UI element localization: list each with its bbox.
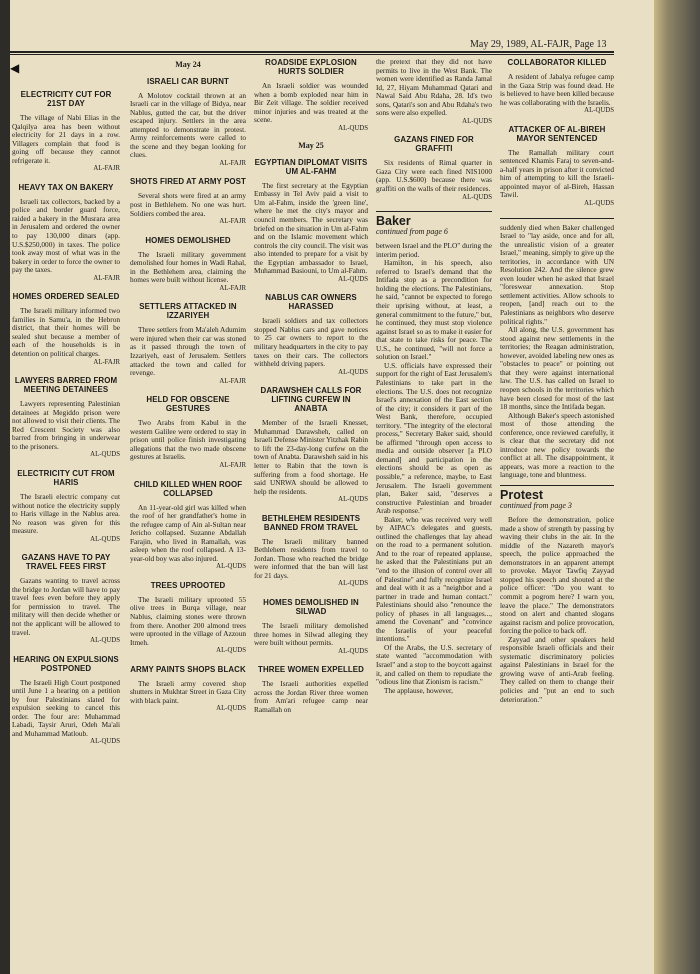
protest-paragraph: Zayyad and other speakers held responsible Israeli officials and their systematic discriminatory policies against Palestinians in Israel for the growing wave of anti-Arab feeling. They called on them to change their policies and "put an end to such deterioration." xyxy=(500,634,614,704)
headline-shots-fired: SHOTS FIRED AT ARMY POST xyxy=(130,177,246,187)
article-body: Israeli tax collectors, backed by a police and border guard force, raided a bakery in the Musrara area in Jerusalem and ordered the owner to pay 130,000 dinars (app. U.S.$250,000) in taxes. The police took away most of what was in the bakery in order to force the owner to pay the taxes. xyxy=(12,196,120,275)
protest-continued-note: continued from page 3 xyxy=(500,500,572,510)
headline-travel-fees: GAZANS HAVE TO PAY TRAVEL FEES FIRST xyxy=(21,553,111,572)
article-body: A Molotov cocktail thrown at an Israeli car in the village of Bidya, near Nablus, gutted the car, but the driver escaped injury. Settlers in the area attempted to demonstrate in protest. Army reinforcements were called to the scene and they began looking for clues. xyxy=(130,90,246,160)
headline-bakery-tax: HEAVY TAX ON BAKERY xyxy=(18,182,114,192)
source-credit: AL-FAJR xyxy=(93,165,120,173)
baker-paragraph: U.S. officials have expressed their support for the right of East Jerusalem's Palestinians to take part in the elections. The U.S. does not recognize Israel's annexation of the East section of the city; it considers it part of the West Bank, therefore, occupied territory. "The integrity of the electoral process," Secretary Baker said, should be affirmed "through open access to media and outside observer [a PLO demand] and participation in the elections should be as open as possible," a reference, maybe, to East Jerusalem. The Israeli government plan, Baker said, "deserves a constructive Palestinian and broader Arab response." xyxy=(376,360,492,516)
protest-paragraph: Before the demonstration, police made a show of strength by passing by waving their clubs in the air. In the middle of the Nazareth mayor's speech, the police approached the demonstrators in an apparent attempt to provoke. Mayor Tawfiq Zayyad stopped his speech and shouted at the police officer: "Do you want to commit a pogrom here? I warn you, leave the place." The demonstrators stood on alert and chanted slogans against racism and police provocation, forcing the police to back off. xyxy=(500,515,614,636)
baker-paragraph: Although Baker's speech astonished most of those attending the conference, once reviewed carefully, it is clear that the secretary did not introduce new policy towards the conflict at all. The disappointment, it appears, was more a reaction to the language, tone and bluntness. xyxy=(500,410,614,480)
baker-paragraph: suddenly died when Baker challenged Israel to "lay aside, once and for all, the unrealistic vision of a greater Israel," meaning, simply to give up the territories, in accordance with UN Resolution 242. And the silence grew even louder when he asked that Israel "foreswear annexation. Stop settlement activities. Allow schools to reopen, [and] reach out to the Palestinians as neighbors who deserve political rights." xyxy=(500,222,614,326)
article-body: Gazans wanting to travel across the bridge to Jordan will have to pay travel fees even before they apply for permission to travel. The military will then decide whether or not the applicant will be allowed to travel. xyxy=(12,576,120,637)
headline-roadside-explosion: ROADSIDE EXPLOSION HURTS SOLDIER xyxy=(265,58,357,76)
source-credit: AL-FAJR xyxy=(93,274,120,282)
source-credit: AL-FAJR xyxy=(219,377,246,385)
page-dateline: May 29, 1989, AL-FAJR, Page 13 xyxy=(470,39,607,50)
source-credit: AL-QUDS xyxy=(584,200,614,208)
column-1 xyxy=(12,58,120,756)
source-credit: AL-QUDS xyxy=(90,637,120,645)
headline-nablus-cars: NABLUS CAR OWNERS HARASSED xyxy=(265,293,357,312)
article-body: An Israeli soldier was wounded when a bomb exploded near him in Bir Zeit village. The soldier received minor injuries and was treated at the scene. xyxy=(254,81,368,125)
article-body: The Israeli High Court postponed until June 1 a hearing on a petition by four Palestinians slated for expulsion seeking to cancel this order. The four are: Muhammad Labadi, Taysir Aruri, Odeh Ma'ali and Muhammad Matloub. xyxy=(12,677,120,738)
article-body: The village of Nabi Elias in the Qalqilya area has been without electricity for 21 days in a row. Villagers complain that food is going off because they cannot refrigerate it. xyxy=(12,113,120,165)
article-body: A resident of Jabalya refugee camp in the Gaza Strip was found dead. He is believed to have been killed because he was collaborating with the Israelis. xyxy=(500,72,614,107)
source-credit: AL-QUDS xyxy=(462,193,492,201)
source-credit: AL-QUDS xyxy=(216,563,246,571)
source-credit: AL-QUDS xyxy=(90,535,120,543)
protest-section-title: Protest xyxy=(500,487,544,502)
headline-obscene-gestures: HELD FOR OBSCENE GESTURES xyxy=(146,395,230,414)
baker-paragraph: Of the Arabs, the U.S. secretary of state wanted "accommodation with Israel" and a stop to the boycott against it, and called on them to repudiate the "odious line that Zionism is racism." xyxy=(376,642,492,687)
book-edge xyxy=(654,0,700,974)
headline-shops-black: ARMY PAINTS SHOPS BLACK xyxy=(130,664,246,674)
headline-collaborator-killed: COLLABORATOR KILLED xyxy=(507,58,607,67)
headline-silwad-homes: HOMES DEMOLISHED IN SILWAD xyxy=(263,597,359,616)
headline-graffiti-fines: GAZANS FINED FOR GRAFFITI xyxy=(394,135,474,154)
headline-trees-uprooted: TREES UPROOTED xyxy=(150,580,226,590)
source-credit: AL-QUDS xyxy=(90,738,120,746)
headline-darawsheh-curfew: DARAWSHEH CALLS FOR LIFTING CURFEW IN ANABTA xyxy=(260,386,362,414)
article-body: The Ramallah military court sentenced Khamis Faraj to seven-and-a-half years in prison after it convicted him of attempting to kill the Israeli-appointed mayor of al-Bireh, Hassan Tawil. xyxy=(500,147,614,200)
binding-spine xyxy=(0,0,10,974)
date-heading: May 25 xyxy=(298,141,324,151)
arrow-left-icon: ◀ xyxy=(10,61,20,75)
headline-haris-electricity: ELECTRICITY CUT FROM HARIS xyxy=(17,468,115,487)
headline-car-burnt: ISRAELI CAR BURNT xyxy=(147,76,229,86)
article-body: The Israeli military government demolished four homes in Wadi Rahal, in the Bethlehem area, claiming the homes were built without license. xyxy=(130,249,246,285)
section-divider xyxy=(376,211,492,212)
headline-child-killed: CHILD KILLED WHEN ROOF COLLAPSED xyxy=(133,479,243,498)
headline-settlers-attacked: SETTLERS ATTACKED IN IZZARIYEH xyxy=(139,302,237,321)
article-body: Lawyers representing Palestinian detainees at Megiddo prison were not allowed to visit their clients. The Red Crescent Society was also barred from bringing in underwear to the prisoners. xyxy=(12,399,120,451)
article-body: Six residents of Rimal quarter in Gaza City were each fined NIS1000 (app. U.S.$600) because there was graffiti on the walls of their residences. xyxy=(376,158,492,194)
baker-paragraph: The applause, however, xyxy=(384,685,453,695)
source-credit: AL-QUDS xyxy=(338,496,368,504)
source-credit: AL-QUDS xyxy=(584,107,614,115)
source-credit: AL-FAJR xyxy=(219,284,246,292)
header-rule-thin xyxy=(10,54,614,55)
baker-paragraph: All along, the U.S. government has stood against new settlements in the territories; the Reagan administration, however, avoided labeling new ones as "obstacles to peace" or pointing out that they were against international law. The U.S. has called on Israel to reopen schools in the territories which have been closed for most of the last 18 months, since the Intifada began. xyxy=(500,325,614,412)
column-5 xyxy=(500,58,614,704)
article-body: Several shots were fired at an army post in Bethlehem. No one was hurt. Soldiers combed the area. xyxy=(130,191,246,218)
article-body: The Israeli military banned Bethlehem residents from travel to Jordan. Those who reached the bridge were informed that the ban will last for 21 days. xyxy=(254,536,368,580)
headline-lawyers-barred: LAWYERS BARRED FROM MEETING DETAINEES xyxy=(14,376,118,395)
headline-expulsions-hearing: HEARING ON EXPULSIONS POSTPONED xyxy=(13,654,119,673)
source-credit: AL-QUDS xyxy=(338,580,368,588)
headline-homes-demolished: HOMES DEMOLISHED xyxy=(145,235,231,245)
baker-paragraph: between Israel and the PLO" during the interim period. xyxy=(376,241,492,259)
source-credit: AL-FAJR xyxy=(219,159,246,167)
source-credit: AL-FAJR xyxy=(93,358,120,366)
headline-women-expelled: THREE WOMEN EXPELLED xyxy=(258,665,364,675)
date-heading: May 24 xyxy=(175,60,201,69)
source-credit: AL-QUDS xyxy=(90,451,120,459)
header-rule xyxy=(10,51,614,53)
section-divider xyxy=(500,485,614,486)
headline-bethlehem-travel: BETHLEHEM RESIDENTS BANNED FROM TRAVEL xyxy=(261,513,361,532)
article-body: The Israeli military demolished three homes in Silwad alleging they were built without permits. xyxy=(254,620,368,648)
headline-egyptian-diplomat: EGYPTIAN DIPLOMAT VISITS UM AL-FAHM xyxy=(254,157,368,176)
article-body: The first secretary at the Egyptian Embassy in Tel Aviv paid a visit to Um al-Fahm, inside the 'green line', where he met the city's mayor and council members. The secretary was briefed on the situation in Um al-Fahm and on the Islamic movement which controls the city council. The visit was also intended to prepare for a visit by the Egyptian ambassador to Israel, Muhammad Basiouni, to Um al-Fahm. xyxy=(254,180,368,276)
source-credit: AL-QUDS xyxy=(462,117,492,125)
source-credit: AL-FAJR xyxy=(219,218,246,226)
source-credit: AL-FAJR xyxy=(219,461,246,469)
article-body: The Israeli electric company cut without notice the electricity supply to Haris village in the Nablus area. No reason was given for this measure. xyxy=(12,491,120,536)
source-credit: AL-QUDS xyxy=(338,368,368,376)
source-credit: AL-QUDS xyxy=(216,647,246,655)
headline-electricity-cut: ELECTRICITY CUT FOR 21ST DAY xyxy=(20,90,112,108)
column-2 xyxy=(130,58,246,723)
baker-paragraph: Baker, who was received very well by AIPAC's delegates and guests, outlined the challenges that lay ahead on the road to a permanent solution. And to the roar of repeated applause, he asked that the Palestinians put an "end to the illusion of control over all of Palestine" and fully recognize Israel and deal with it as a "neighbor and a partner in trade and human contact." Palestinians should also "renounce the policy of phases in all languages..., amend the Covenant" and "convince the Israelis of your peaceful intentions." xyxy=(376,514,492,644)
article-body: The Israeli military uprooted 55 olive trees in Burqa village, near Nablus, claiming stones were thrown from there. Another 200 almond trees were uprooted in the village of Azzoun Itmeh. xyxy=(130,594,246,647)
section-divider xyxy=(500,218,614,219)
article-body: The Israeli army covered shop shutters in Mukhtar Street in Gaza City with black paint. xyxy=(130,678,246,705)
article-continuation: the pretext that they did not have permits to live in the West Bank. The women were identified as Randa Jamal Id, 27, Hiyam Muhammad Qatari and Nawal Said Abu Rdaha, 28. Id's two sons, Qatari's son and Abu Rdaha's two sons were also expelled. xyxy=(376,58,492,118)
article-body: Two Arabs from Kabul in the western Galilee were ordered to stay in prison until police finish investigating allegations that the two made obscene gestures at Israelis. xyxy=(130,418,246,462)
headline-attacker-sentenced: ATTACKER OF AL-BIREH MAYOR SENTENCED xyxy=(508,124,606,143)
baker-paragraph: Hamilton, in his speech, also referred to Israel's demand that the Intifada stop as a precondition for holding the elections. The Palestinians, he said, "cannot be expected to forego their uprising without, at least, a general commitment to the future," but, he continued, they must stop violence against Israel so as to make it easier for that state to take risks for peace. The U.S., he continued, "will not force a solution on Israel." xyxy=(376,258,492,362)
baker-continued-note: continued from page 6 xyxy=(376,226,448,236)
article-body: The Israeli military informed two families in Samu'a, in the Hebron district, that their homes will be sealed shut because a member of each of the households is in detention on political charges. xyxy=(12,306,120,359)
source-credit: AL-QUDS xyxy=(338,647,368,655)
article-body: Three settlers from Ma'aleh Adumim were injured when their car was stoned as it passed through the town of Izzariyeh, east of Jerusalem. Settlers attacked the town and called for revenge. xyxy=(130,325,246,378)
article-body: Member of the Israeli Knesset, Muhammad Darawsheh, called on Israeli Defense Minister Yitzhak Rabin to lift the 23-day-long curfew on the town of Anabta. Darawsheh said in his letter to Rabin that the town is suffering from a food shortage. He said UNRWA should be allowed to help the residents. xyxy=(254,418,368,496)
column-4 xyxy=(376,58,492,695)
article-body: Israeli soldiers and tax collectors stopped Nablus cars and gave notices to 25 car owners to report to the military headquarters in the city to pay taxes on their cars. The collectors withheld driving papers. xyxy=(254,316,368,369)
article-body: The Israeli authorities expelled across the Jordan River three women from Am'ari refugee camp near Ramallah on xyxy=(254,679,368,714)
baker-section-title: Baker xyxy=(376,214,411,229)
column-3 xyxy=(254,58,368,714)
source-credit: AL-QUDS xyxy=(338,275,368,283)
article-body: An 11-year-old girl was killed when the roof of her grandfather's home in the refugee camp of Ain al-Sultan near Jericho collapsed. Suzanne Abdallah Farajin, who lived in Ramallah, was asleep when the roof collapsed. A 13-year-old boy was also injured. xyxy=(130,502,246,563)
source-credit: AL-QUDS xyxy=(338,124,368,132)
headline-homes-sealed: HOMES ORDERED SEALED xyxy=(12,292,120,302)
source-credit: AL-QUDS xyxy=(216,705,246,713)
